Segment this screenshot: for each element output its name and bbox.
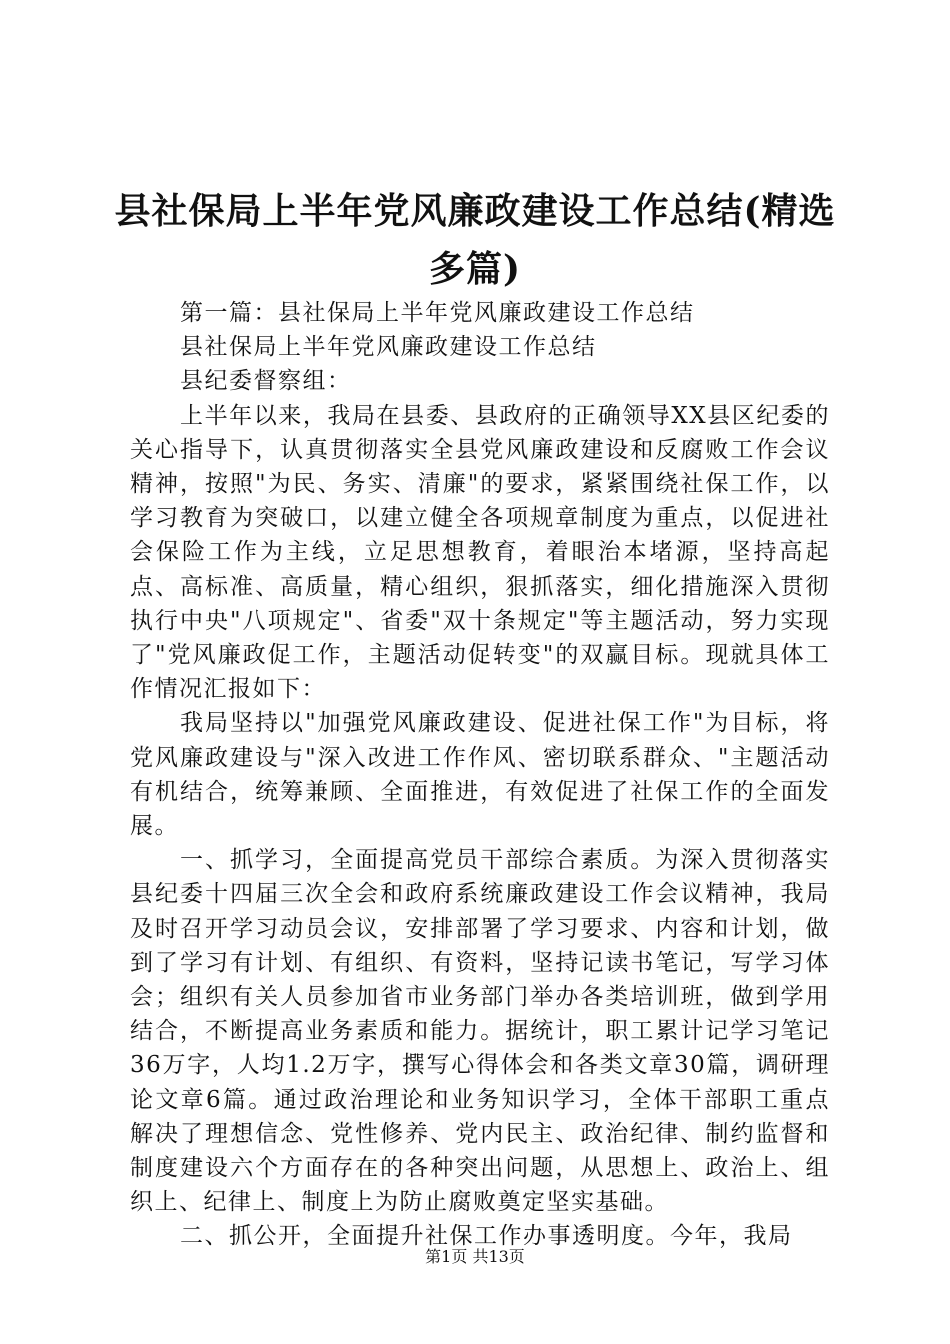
salutation: 县纪委督察组： (180, 368, 352, 395)
section-heading: 第一篇：县社保局上半年党风廉政建设工作总结 (180, 300, 695, 326)
document-title-line-1: 县社保局上半年党风廉政建设工作总结(精选 (114, 190, 836, 232)
document-body (130, 296, 830, 1254)
report-subtitle: 县社保局上半年党风廉政建设工作总结 (180, 334, 597, 361)
body-paragraph-intro: 上半年以来，我局在县委、县政府的正确领导XX县区纪委的关心指导下，认真贯彻落实全县党风廉政建设和反腐败工作会议精神，按照"为民、务实、清廉"的要求，紧紧围绕社保工作，以学习教育为突破口，以建立健全各项规章制度为重点，以促进社会保险工作为主线，立足思想教育，着眼治本堵源，坚持高起点、高标准、高质量，精心组织，狠抓落实，细化措施深入贯彻执行中央"八项规定"、省委"双十条规定"等主题活动，努力实现了"党风廉政促工作，主题活动促转变"的双赢目标。现就具体工作情况汇报如下： (130, 402, 830, 703)
body-paragraph-section-1: 一、抓学习，全面提高党员干部综合素质。为深入贯彻落实县纪委十四届三次全会和政府系统廉政建设工作会议精神，我局及时召开学习动员会议，安排部署了学习要求、内容和计划，做到了学习有计划、有组织、有资料，坚持记读书笔记，写学习体会；组织有关人员参加省市业务部门举办各类培训班，做到学用结合，不断提高业务素质和能力。据统计，职工累计记学习笔记36万字，人均1.2万字，撰写心得体会和各类文章30篇，调研理论文章6篇。通过政治理论和业务知识学习，全体干部职工重点解决了理想信念、党性修养、党内民主、政治纪律、制约监督和制度建设六个方面存在的各种突出问题，从思想上、政治上、组织上、纪律上、制度上为防止腐败奠定坚实基础。 (130, 847, 830, 1216)
body-paragraph-section-2: 二、抓公开，全面提升社保工作办事透明度。今年，我局 (180, 1223, 793, 1250)
page-number-footer: 第1页 共13页 (425, 1247, 525, 1266)
document-title-line-2: 多篇) (428, 248, 522, 290)
body-paragraph-goal: 我局坚持以"加强党风廉政建设、促进社保工作"为目标，将党风廉政建设与"深入改进工作作风、密切联系群众、"主题活动有机结合，统筹兼顾、全面推进，有效促进了社保工作的全面发展。 (130, 710, 830, 840)
